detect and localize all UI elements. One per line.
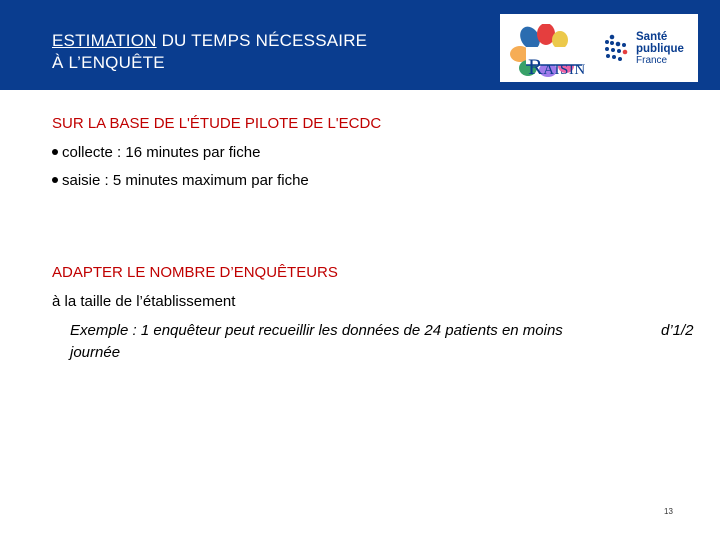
bullet-text: saisie : 5 minutes maximum par fiche <box>62 172 309 189</box>
spf-line2: publique <box>636 43 684 55</box>
bullet-text: collecte : 16 minutes par fiche <box>62 144 261 161</box>
header-banner <box>0 0 720 90</box>
raisin-logo <box>508 24 588 78</box>
bullet-item <box>52 144 260 161</box>
example-tail: d’1/2 <box>661 322 694 339</box>
section1-heading: SUR LA BASE DE L'ÉTUDE PILOTE DE L'ECDC <box>52 115 382 132</box>
title-underlined-word: ESTIMATION <box>52 31 157 50</box>
example-line2: journée <box>70 344 121 361</box>
spf-wordmark <box>636 31 684 67</box>
raisin-wordmark <box>528 54 586 80</box>
bullet-dot-icon <box>52 149 58 155</box>
title-line1-rest: DU TEMPS NÉCESSAIRE <box>156 31 368 50</box>
bullet-item <box>52 172 309 189</box>
page-number: 13 <box>664 507 673 516</box>
example-text <box>70 320 563 364</box>
spf-line1: Santé <box>636 31 668 43</box>
raisin-letter: R <box>528 54 544 79</box>
title-line2: À L’ENQUÊTE <box>52 53 165 72</box>
slide-title <box>52 30 367 74</box>
spf-line3: France <box>636 55 668 66</box>
raisin-rest: AISIN <box>543 62 586 78</box>
bullet-dot-icon <box>52 177 58 183</box>
spf-dots-icon <box>604 34 632 64</box>
logo-panel <box>500 14 698 82</box>
section2-subtext: à la taille de l’établissement <box>52 293 236 310</box>
section2-heading: ADAPTER LE NOMBRE D’ENQUÊTEURS <box>52 264 338 281</box>
example-line1: Exemple : 1 enquêteur peut recueillir les données de 24 patients en moins <box>70 322 563 339</box>
